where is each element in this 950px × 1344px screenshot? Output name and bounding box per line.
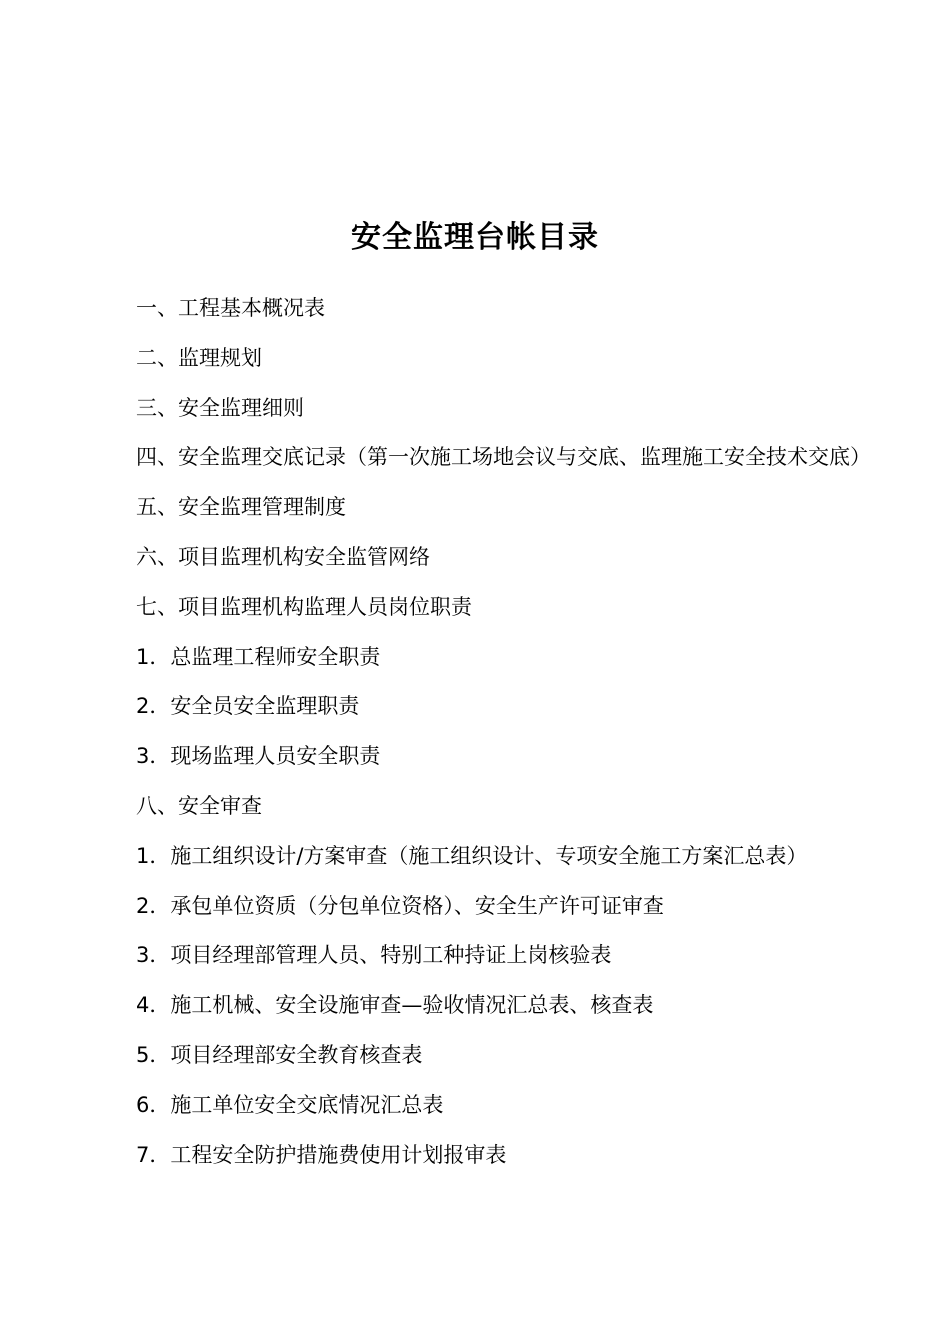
- page-title: 安全监理台帐目录: [351, 220, 599, 255]
- toc-subitem: 7．工程安全防护措施费使用计划报审表: [136, 1142, 507, 1167]
- toc-subitem: 6．施工单位安全交底情况汇总表: [136, 1092, 444, 1117]
- toc-subitem: 3．项目经理部管理人员、特别工种持证上岗核验表: [136, 943, 612, 968]
- toc-item: 七、项目监理机构监理人员岗位职责: [136, 594, 472, 619]
- toc-subitem: 2．承包单位资质（分包单位资格）、安全生产许可证审查: [136, 893, 664, 918]
- toc-subitem: 2．安全员安全监理职责: [136, 694, 360, 719]
- toc-subitem: 5．项目经理部安全教育核查表: [136, 1042, 423, 1067]
- toc-item: 六、项目监理机构安全监管网络: [136, 544, 430, 569]
- toc-item: 一、工程基本概况表: [136, 296, 325, 320]
- toc-item: 五、安全监理管理制度: [136, 495, 346, 520]
- toc-subitem: 1．总监理工程师安全职责: [136, 644, 381, 669]
- toc-item: 三、安全监理细则: [136, 395, 304, 420]
- toc-subitem: 4．施工机械、安全设施审查—验收情况汇总表、核查表: [136, 993, 654, 1018]
- toc-item: 四、安全监理交底记录（第一次施工场地会议与交底、监理施工安全技术交底）: [136, 445, 871, 470]
- toc-item: 二、监理规划: [136, 345, 262, 370]
- toc-subitem: 1．施工组织设计/方案审查（施工组织设计、专项安全施工方案汇总表）: [136, 843, 808, 868]
- toc-item: 八、安全审查: [136, 793, 262, 818]
- table-of-contents: [91, 284, 871, 1180]
- toc-subitem: 3．现场监理人员安全职责: [136, 744, 381, 769]
